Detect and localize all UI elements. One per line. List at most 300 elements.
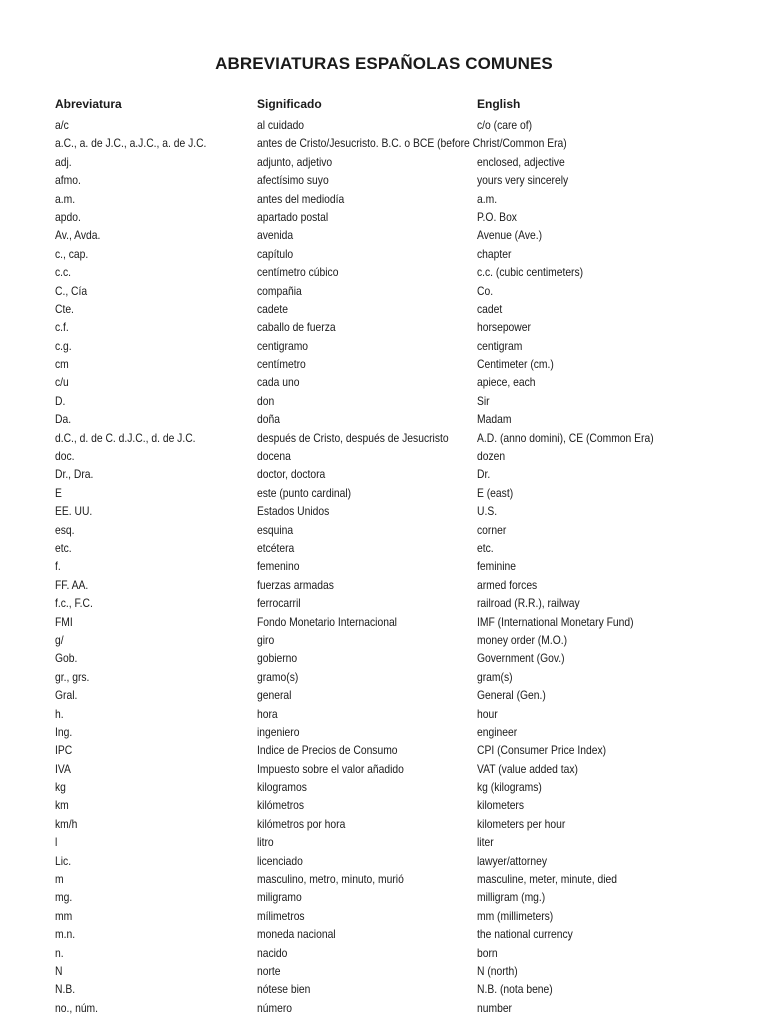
row-english	[477, 484, 519, 502]
row-abbreviation-text: N	[55, 963, 63, 978]
row-abbreviation	[55, 134, 231, 152]
table-row	[0, 852, 768, 870]
table-row	[0, 557, 768, 575]
row-abbreviation-text: f.	[55, 559, 61, 574]
table-row	[0, 925, 768, 943]
row-english-text: railroad (R.R.), railway	[477, 596, 580, 611]
header-english: English	[477, 97, 521, 111]
row-abbreviation-text: c/u	[55, 375, 69, 390]
row-english	[477, 355, 566, 373]
row-meaning-text: Fondo Monetario Internacional	[257, 614, 397, 629]
row-english	[477, 337, 530, 355]
row-english-text: money order (M.O.)	[477, 632, 568, 647]
row-english	[477, 447, 510, 465]
table-row	[0, 447, 768, 465]
row-meaning-text: doña	[257, 412, 280, 427]
table-row	[0, 153, 768, 171]
row-meaning-text: centímetro cúbico	[257, 265, 339, 280]
row-english	[477, 465, 492, 483]
row-abbreviation	[55, 778, 68, 796]
row-abbreviation	[55, 705, 65, 723]
row-english	[477, 318, 540, 336]
row-abbreviation	[55, 907, 75, 925]
table-row	[0, 134, 768, 152]
row-abbreviation	[55, 190, 78, 208]
row-abbreviation-text: esq.	[55, 522, 75, 537]
row-meaning	[257, 539, 300, 557]
row-abbreviation-text: a.m.	[55, 191, 76, 206]
row-meaning	[257, 686, 297, 704]
row-abbreviation-text: km/h	[55, 816, 78, 831]
row-english	[477, 870, 640, 888]
table-row	[0, 208, 768, 226]
table-row	[0, 410, 768, 428]
row-abbreviation	[55, 631, 65, 649]
row-english	[477, 723, 524, 741]
row-english	[477, 576, 547, 594]
row-meaning	[257, 760, 428, 778]
row-meaning-text: después de Cristo, después de Jesucristo	[257, 430, 449, 445]
row-meaning	[257, 576, 346, 594]
row-abbreviation	[55, 980, 78, 998]
row-meaning	[257, 392, 277, 410]
row-abbreviation	[55, 392, 67, 410]
row-english-text: yours very sincerely	[477, 173, 569, 188]
row-abbreviation-text: m.n.	[55, 927, 76, 942]
row-english-text: hour	[477, 706, 498, 721]
row-english	[477, 999, 518, 1017]
row-meaning	[257, 870, 428, 888]
row-meaning-text: número	[257, 1000, 292, 1015]
row-meaning	[257, 116, 312, 134]
table-row	[0, 741, 768, 759]
row-english-text: mm (millimeters)	[477, 908, 554, 923]
row-abbreviation-text: c.c.	[55, 265, 72, 280]
row-meaning	[257, 888, 309, 906]
row-abbreviation	[55, 208, 85, 226]
row-meaning-text: antes de Cristo/Jesucristo. B.C. o BCE (before Christ/Common Era)	[257, 136, 567, 151]
row-abbreviation-text: C., Cía	[55, 283, 88, 298]
row-meaning-text: centímetro	[257, 357, 306, 372]
row-meaning-text: Indice de Precios de Consumo	[257, 743, 398, 758]
row-english-text: centigram	[477, 338, 523, 353]
table-row	[0, 226, 768, 244]
table-row	[0, 318, 768, 336]
table-row	[0, 594, 768, 612]
row-english	[477, 245, 517, 263]
row-english-text: lawyer/attorney	[477, 853, 547, 868]
row-meaning	[257, 263, 352, 281]
row-abbreviation	[55, 613, 76, 631]
row-abbreviation-text: adj.	[55, 154, 72, 169]
row-english-text: kilometers per hour	[477, 816, 566, 831]
row-english-text: Government (Gov.)	[477, 651, 565, 666]
row-english	[477, 649, 579, 667]
row-meaning-text: centigramo	[257, 338, 309, 353]
row-english-text: Dr.	[477, 467, 491, 482]
table-row	[0, 613, 768, 631]
row-abbreviation	[55, 594, 99, 612]
row-english	[477, 282, 496, 300]
row-abbreviation	[55, 576, 94, 594]
row-meaning	[257, 668, 305, 686]
row-meaning-text: antes del mediodía	[257, 191, 345, 206]
row-meaning	[257, 484, 366, 502]
row-meaning-text: apartado postal	[257, 209, 329, 224]
row-abbreviation-text: km	[55, 798, 69, 813]
row-meaning	[257, 465, 336, 483]
row-english-text: feminine	[477, 559, 517, 574]
row-abbreviation-text: a/c	[55, 118, 69, 132]
row-meaning	[257, 502, 341, 520]
row-abbreviation	[55, 796, 71, 814]
row-english-text: dozen	[477, 449, 506, 464]
row-english-text: engineer	[477, 724, 518, 739]
row-meaning	[257, 631, 277, 649]
row-meaning-text: compañia	[257, 283, 302, 298]
row-meaning	[257, 778, 315, 796]
row-meaning	[257, 245, 299, 263]
row-meaning-text: nacido	[257, 945, 288, 960]
row-abbreviation-text: mm	[55, 908, 73, 923]
row-abbreviation	[55, 153, 74, 171]
row-meaning	[257, 980, 319, 998]
row-meaning	[257, 337, 316, 355]
row-meaning	[257, 925, 348, 943]
row-abbreviation	[55, 741, 75, 759]
row-english-text: VAT (value added tax)	[477, 761, 578, 776]
row-abbreviation-text: IPC	[55, 743, 73, 758]
row-english-text: kg (kilograms)	[477, 780, 542, 795]
row-meaning	[257, 833, 276, 851]
row-abbreviation	[55, 686, 81, 704]
row-english	[477, 907, 566, 925]
row-meaning-text: nótese bien	[257, 982, 311, 997]
row-english	[477, 852, 558, 870]
row-meaning-text: femenino	[257, 559, 300, 574]
row-abbreviation-text: D.	[55, 393, 66, 408]
row-english-text: E (east)	[477, 485, 514, 500]
row-english	[477, 705, 501, 723]
row-english	[477, 429, 682, 447]
table-row	[0, 282, 768, 300]
row-english-text: cadet	[477, 301, 503, 316]
row-abbreviation	[55, 521, 78, 539]
row-abbreviation	[55, 484, 63, 502]
row-meaning-text: afectísimo suyo	[257, 173, 329, 188]
row-meaning-text: cadete	[257, 301, 288, 316]
row-meaning-text: kilogramos	[257, 780, 307, 795]
row-meaning-text: capítulo	[257, 246, 294, 261]
row-meaning	[257, 282, 309, 300]
row-abbreviation	[55, 116, 71, 134]
row-abbreviation-text: IVA	[55, 761, 71, 776]
row-abbreviation-text: m	[55, 872, 64, 887]
table-row	[0, 539, 768, 557]
row-english	[477, 410, 517, 428]
row-abbreviation-text: Gral.	[55, 688, 78, 703]
row-meaning	[257, 190, 358, 208]
row-meaning	[257, 613, 420, 631]
row-meaning-text: adjunto, adjetivo	[257, 154, 333, 169]
row-meaning-text: general	[257, 688, 292, 703]
table-row	[0, 686, 768, 704]
row-english-text: U.S.	[477, 504, 498, 519]
row-abbreviation	[55, 668, 95, 686]
row-meaning-text: mílimetros	[257, 908, 305, 923]
row-abbreviation-text: Ing.	[55, 724, 73, 739]
row-meaning	[257, 410, 284, 428]
row-meaning	[257, 815, 360, 833]
row-abbreviation-text: kg	[55, 780, 66, 795]
row-abbreviation	[55, 557, 62, 575]
row-english	[477, 796, 532, 814]
row-meaning	[257, 134, 617, 152]
row-meaning-text: masculino, metro, minuto, murió	[257, 872, 404, 887]
row-english-text: Madam	[477, 412, 512, 427]
table-row	[0, 649, 768, 667]
row-meaning	[257, 373, 306, 391]
row-abbreviation	[55, 962, 64, 980]
row-english-text: Centimeter (cm.)	[477, 357, 554, 372]
row-abbreviation-text: f.c., F.C.	[55, 596, 93, 611]
row-meaning	[257, 355, 314, 373]
row-abbreviation	[55, 263, 74, 281]
row-abbreviation	[55, 245, 94, 263]
table-row	[0, 962, 768, 980]
table-row	[0, 171, 768, 189]
row-abbreviation	[55, 649, 81, 667]
table-row	[0, 999, 768, 1017]
row-abbreviation-text: d.C., d. de C. d.J.C., d. de J.C.	[55, 430, 196, 445]
row-english	[477, 153, 579, 171]
row-abbreviation	[55, 999, 105, 1017]
row-english	[477, 613, 659, 631]
row-abbreviation-text: afmo.	[55, 173, 81, 188]
row-abbreviation-text: Dr., Dra.	[55, 467, 94, 482]
row-meaning-text: fuerzas armadas	[257, 577, 334, 592]
row-english	[477, 833, 496, 851]
row-abbreviation-text: h.	[55, 706, 64, 721]
table-row	[0, 907, 768, 925]
row-english	[477, 668, 518, 686]
row-abbreviation	[55, 447, 78, 465]
table-row	[0, 668, 768, 686]
row-english-text: horsepower	[477, 320, 531, 335]
row-meaning	[257, 153, 344, 171]
row-abbreviation-text: doc.	[55, 449, 75, 464]
table-header	[0, 97, 768, 115]
row-english-text: number	[477, 1000, 512, 1015]
row-english-text: armed forces	[477, 577, 538, 592]
table-row	[0, 337, 768, 355]
row-meaning-text: docena	[257, 449, 291, 464]
row-english	[477, 631, 582, 649]
row-meaning-text: Estados Unidos	[257, 504, 330, 519]
row-abbreviation	[55, 815, 81, 833]
table-row	[0, 373, 768, 391]
row-english-text: kilometers	[477, 798, 525, 813]
row-meaning	[257, 705, 281, 723]
row-meaning-text: ferrocarril	[257, 596, 301, 611]
row-abbreviation-text: no., núm.	[55, 1000, 99, 1015]
row-english-text: Co.	[477, 283, 494, 298]
row-meaning	[257, 300, 293, 318]
row-abbreviation-text: n.	[55, 945, 64, 960]
row-abbreviation-text: N.B.	[55, 982, 76, 997]
table-row	[0, 465, 768, 483]
row-meaning-text: hora	[257, 706, 278, 721]
row-abbreviation	[55, 355, 71, 373]
row-english-text: IMF (International Monetary Fund)	[477, 614, 634, 629]
row-abbreviation-text: E	[55, 485, 62, 500]
row-abbreviation-text: cm	[55, 357, 69, 372]
row-abbreviation-text: Cte.	[55, 301, 74, 316]
row-meaning-text: cada uno	[257, 375, 300, 390]
row-english-text: a.m.	[477, 191, 498, 206]
table-row	[0, 705, 768, 723]
table-row	[0, 263, 768, 281]
row-english	[477, 557, 522, 575]
row-meaning-text: licenciado	[257, 853, 303, 868]
abbreviation-table	[0, 116, 768, 1017]
row-english-text: milligram (mg.)	[477, 890, 546, 905]
table-row	[0, 760, 768, 778]
row-english	[477, 925, 588, 943]
row-english-text: Avenue (Ave.)	[477, 228, 543, 243]
row-abbreviation	[55, 870, 65, 888]
row-meaning-text: moneda nacional	[257, 927, 336, 942]
row-abbreviation-text: mg.	[55, 890, 73, 905]
row-abbreviation	[55, 465, 100, 483]
row-meaning-text: doctor, doctora	[257, 467, 326, 482]
row-meaning-text: miligramo	[257, 890, 302, 905]
row-meaning-text: este (punto cardinal)	[257, 485, 352, 500]
row-english	[477, 208, 523, 226]
row-english	[477, 116, 541, 134]
row-meaning-text: litro	[257, 835, 274, 850]
row-english	[477, 944, 501, 962]
row-english-text: A.D. (anno domini), CE (Common Era)	[477, 430, 654, 445]
row-english	[477, 815, 580, 833]
row-english	[477, 594, 596, 612]
row-meaning-text: esquina	[257, 522, 294, 537]
table-row	[0, 429, 768, 447]
row-english-text: P.O. Box	[477, 209, 517, 224]
table-row	[0, 980, 768, 998]
row-abbreviation	[55, 925, 78, 943]
row-english	[477, 741, 627, 759]
row-abbreviation-text: a.C., a. de J.C., a.J.C., a. de J.C.	[55, 136, 207, 151]
row-abbreviation-text: c.f.	[55, 320, 69, 335]
row-abbreviation-text: etc.	[55, 540, 72, 555]
row-abbreviation	[55, 852, 74, 870]
row-meaning	[257, 226, 299, 244]
row-english-text: born	[477, 945, 498, 960]
row-abbreviation-text: FMI	[55, 614, 73, 629]
table-row	[0, 116, 768, 134]
row-english	[477, 778, 552, 796]
row-meaning	[257, 557, 306, 575]
row-abbreviation-text: g/	[55, 632, 64, 647]
row-meaning	[257, 907, 312, 925]
row-english	[477, 521, 511, 539]
header-abbreviation: Abreviatura	[55, 97, 122, 111]
row-english-text: CPI (Consumer Price Index)	[477, 743, 607, 758]
table-row	[0, 521, 768, 539]
row-abbreviation-text: gr., grs.	[55, 669, 90, 684]
row-abbreviation	[55, 833, 58, 851]
row-meaning	[257, 741, 420, 759]
row-meaning	[257, 723, 306, 741]
row-meaning-text: etcétera	[257, 540, 295, 555]
row-meaning-text: ingeniero	[257, 724, 300, 739]
row-meaning	[257, 796, 312, 814]
table-row	[0, 355, 768, 373]
row-abbreviation-text: FF. AA.	[55, 577, 89, 592]
row-meaning	[257, 649, 304, 667]
table-row	[0, 576, 768, 594]
row-english-text: Sir	[477, 393, 490, 408]
row-english	[477, 962, 524, 980]
row-abbreviation-text: Da.	[55, 412, 72, 427]
row-meaning-text: gramo(s)	[257, 669, 299, 684]
row-meaning-text: don	[257, 393, 275, 408]
row-english	[477, 263, 600, 281]
row-english	[477, 190, 500, 208]
row-abbreviation-text: EE. UU.	[55, 504, 93, 519]
row-english-text: apiece, each	[477, 375, 536, 390]
row-english	[477, 392, 492, 410]
table-row	[0, 300, 768, 318]
row-english	[477, 686, 557, 704]
row-abbreviation	[55, 539, 74, 557]
row-abbreviation	[55, 944, 65, 962]
row-meaning	[257, 852, 310, 870]
row-meaning	[257, 594, 308, 612]
table-row	[0, 833, 768, 851]
row-abbreviation	[55, 373, 71, 391]
row-meaning	[257, 999, 298, 1017]
row-english-text: General (Gen.)	[477, 688, 546, 703]
row-meaning-text: caballo de fuerza	[257, 320, 336, 335]
row-english-text: N.B. (nota bene)	[477, 982, 553, 997]
row-abbreviation	[55, 760, 73, 778]
row-abbreviation	[55, 410, 74, 428]
row-english	[477, 760, 594, 778]
row-meaning	[257, 318, 348, 336]
row-english	[477, 980, 565, 998]
row-abbreviation-text: c.g.	[55, 338, 72, 353]
row-meaning-text: norte	[257, 963, 281, 978]
table-row	[0, 778, 768, 796]
row-english	[477, 373, 545, 391]
table-row	[0, 245, 768, 263]
row-meaning-text: avenida	[257, 228, 294, 243]
row-abbreviation-text: Gob.	[55, 651, 78, 666]
row-abbreviation	[55, 300, 77, 318]
row-abbreviation	[55, 723, 75, 741]
row-english-text: masculine, meter, minute, died	[477, 872, 617, 887]
row-english	[477, 226, 553, 244]
row-abbreviation	[55, 429, 218, 447]
row-meaning	[257, 171, 340, 189]
row-meaning-text: al cuidado	[257, 118, 305, 132]
row-abbreviation-text: c., cap.	[55, 246, 89, 261]
table-row	[0, 870, 768, 888]
row-english-text: liter	[477, 835, 494, 850]
row-english	[477, 300, 506, 318]
